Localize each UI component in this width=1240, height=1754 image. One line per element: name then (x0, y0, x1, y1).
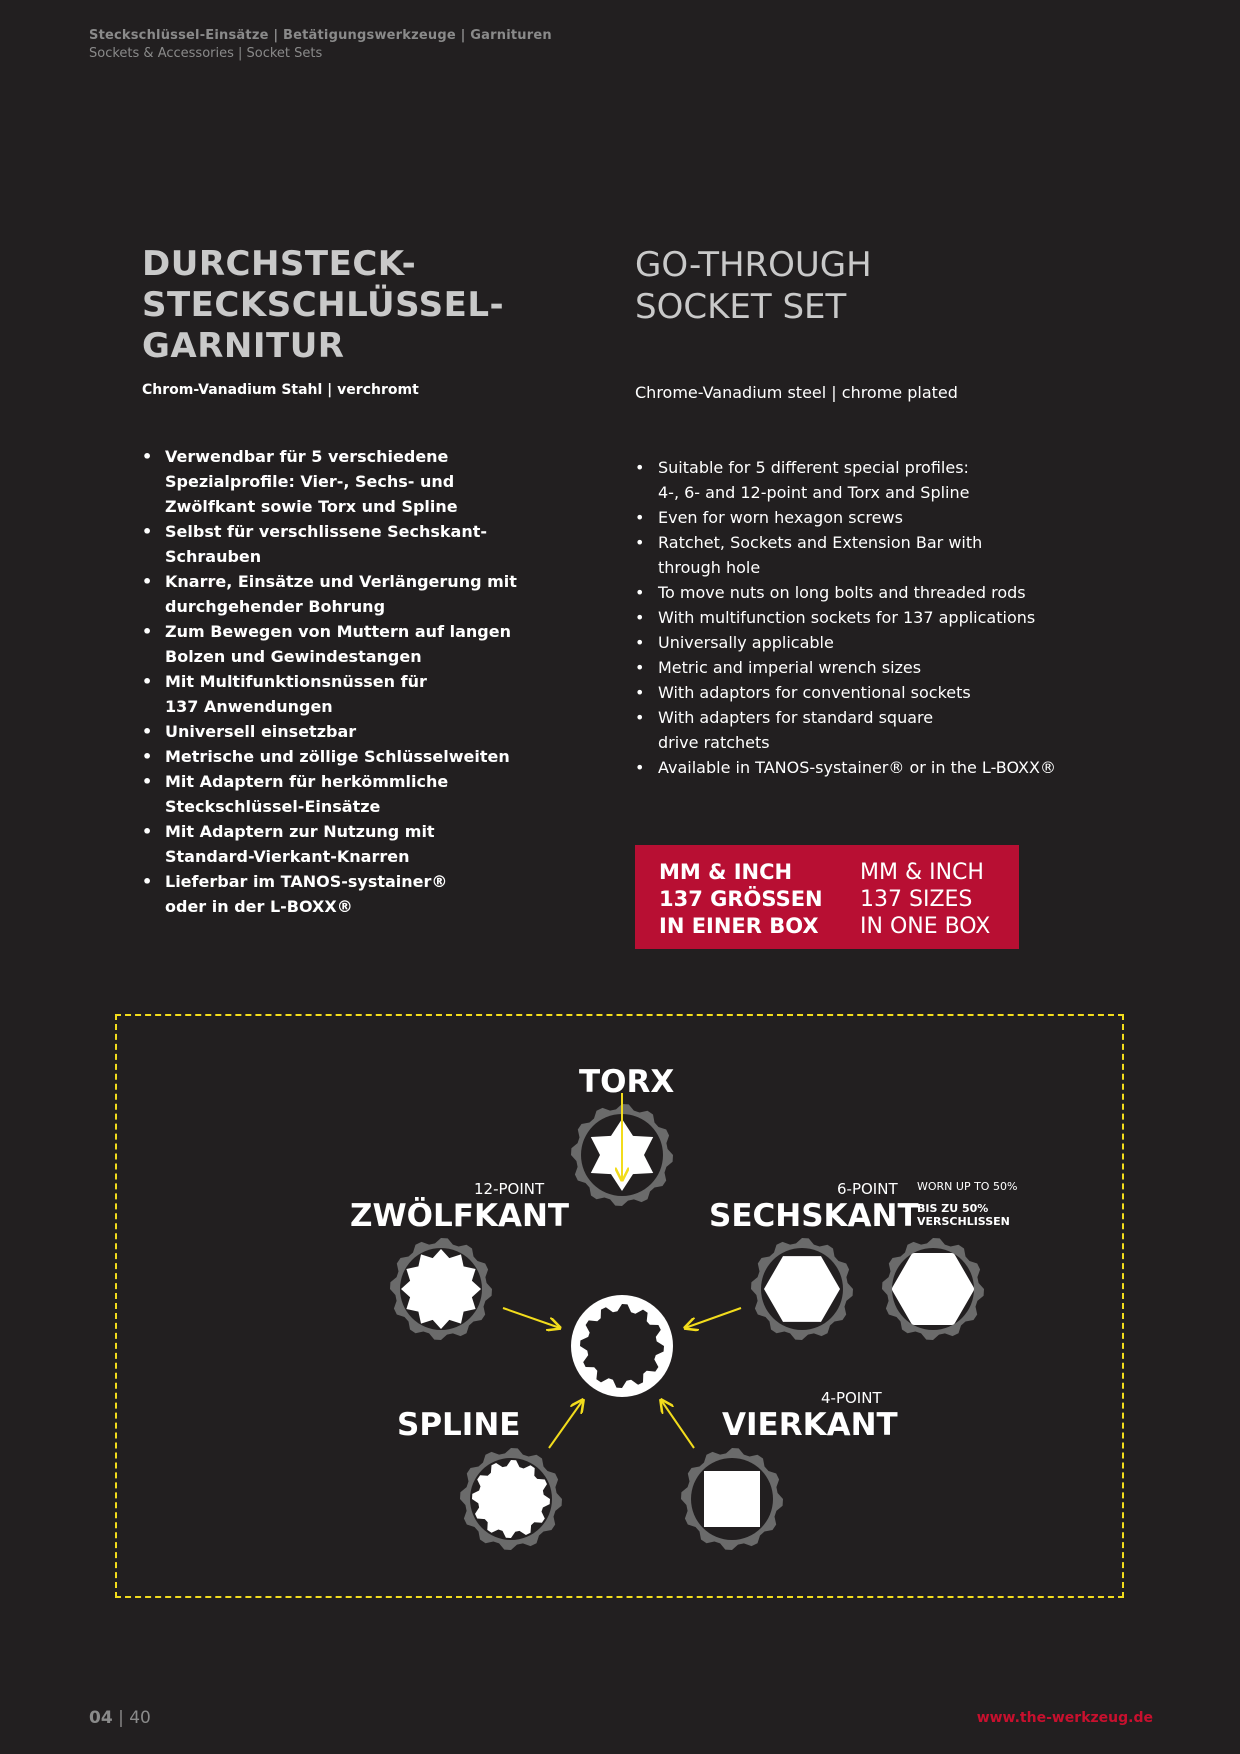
badge-de-line: IN EINER BOX (659, 914, 819, 938)
label-12-point: 12-POINT (474, 1180, 545, 1198)
list-item: • Suitable for 5 different special profiles: 4-, 6- and 12-point and Torx and Spline (635, 455, 1075, 505)
label-worn-de-line: VERSCHLISSEN (917, 1215, 1010, 1228)
list-item: • Universell einsetzbar (142, 719, 582, 744)
arrow-vierkant (661, 1400, 694, 1448)
list-item: • Metrische und zöllige Schlüsselweiten (142, 744, 582, 769)
title-en-line: SOCKET SET (635, 287, 847, 327)
list-item: • Mit Adaptern für herkömmliche Steckschlüssel-Einsätze (142, 769, 582, 819)
arrow-spline (549, 1400, 583, 1448)
square-profile (704, 1471, 760, 1527)
list-item: • Universally applicable (635, 630, 1075, 655)
label-4-point: 4-POINT (821, 1389, 882, 1407)
list-item: • Mit Multifunktionsnüssen für 137 Anwendungen (142, 669, 582, 719)
list-item: • Ratchet, Sockets and Extension Bar with through hole (635, 530, 1075, 580)
title-de-line: DURCHSTECK- (142, 244, 417, 284)
list-item: • With multifunction sockets for 137 applications (635, 605, 1075, 630)
badge-de-line: 137 GRÖSSEN (659, 887, 823, 911)
header-de: Steckschlüssel-Einsätze | Betätigungswerkzeuge | Garnituren (89, 28, 552, 43)
socket-square-icon (681, 1448, 783, 1550)
list-item: • Zum Bewegen von Muttern auf langen Bolzen und Gewindestangen (142, 619, 582, 669)
label-vierkant: VIERKANT (722, 1407, 898, 1443)
label-worn-en: WORN UP TO 50% (917, 1180, 1018, 1193)
socket-12-point-icon (390, 1238, 492, 1340)
subtitle-en: Chrome-Vanadium steel | chrome plated (635, 383, 958, 402)
list-item: • Even for worn hexagon screws (635, 505, 1075, 530)
list-item: • Lieferbar im TANOS-systainer® oder in der L-BOXX® (142, 869, 582, 919)
label-sechskant: SECHSKANT (709, 1198, 919, 1234)
page-current: 04 (89, 1708, 113, 1728)
list-item: • Verwendbar für 5 verschiedene Spezialprofile: Vier-, Sechs- und Zwölfkant sowie Torx und Spline (142, 444, 582, 519)
title-de-line: STECKSCHLÜSSEL- (142, 285, 505, 325)
list-item: • Metric and imperial wrench sizes (635, 655, 1075, 680)
arrow-sechskant (685, 1308, 741, 1328)
page-total: 40 (129, 1708, 151, 1728)
header-en: Sockets & Accessories | Socket Sets (89, 46, 323, 61)
title-en-line: GO-THROUGH (635, 245, 872, 285)
list-item: • Mit Adaptern zur Nutzung mit Standard-Vierkant-Knarren (142, 819, 582, 869)
list-item: • With adapters for standard square drive ratchets (635, 705, 1075, 755)
socket-spline-icon (460, 1448, 562, 1550)
list-item: • Knarre, Einsätze und Verlängerung mit durchgehender Bohrung (142, 569, 582, 619)
hex-worn-profile (896, 1257, 970, 1321)
website-link[interactable]: www.the-werkzeug.de (976, 1710, 1153, 1726)
label-spline: SPLINE (397, 1407, 521, 1443)
label-torx: TORX (579, 1064, 675, 1100)
list-item: • Available in TANOS-systainer® or in the L-BOXX® (635, 755, 1075, 780)
multi-socket-icon (571, 1295, 673, 1397)
socket-hex-icon (751, 1238, 853, 1340)
label-zwoelfkant: ZWÖLFKANT (350, 1198, 570, 1234)
title-de-line: GARNITUR (142, 326, 345, 366)
label-worn-de-line: BIS ZU 50% (917, 1202, 989, 1215)
label-worn-de (917, 1202, 1010, 1228)
list-item: • To move nuts on long bolts and threaded rods (635, 580, 1075, 605)
socket-hex-worn-icon (882, 1238, 984, 1340)
page-number: 04 | 40 (89, 1708, 151, 1728)
subtitle-de: Chrom-Vanadium Stahl | verchromt (142, 382, 419, 398)
arrow-zwoelfkant (503, 1308, 560, 1328)
badge-en-line: MM & INCH (860, 860, 984, 885)
badge-en-line: IN ONE BOX (860, 914, 991, 939)
list-item: • Selbst für verschlissene Sechskant-Schrauben (142, 519, 582, 569)
badge-en-line: 137 SIZES (860, 887, 973, 912)
label-6-point: 6-POINT (837, 1180, 898, 1198)
badge-de-line: MM & INCH (659, 860, 793, 884)
list-item: • With adaptors for conventional sockets (635, 680, 1075, 705)
